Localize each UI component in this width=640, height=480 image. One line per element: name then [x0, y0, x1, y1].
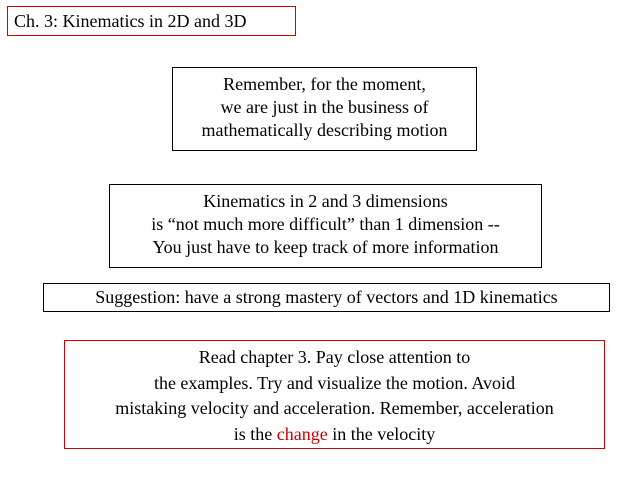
suggestion-box — [43, 283, 610, 312]
remember-line-1: Remember, for the moment, — [223, 74, 426, 94]
read-line-1: Read chapter 3. Pay close attention to — [198, 347, 471, 367]
slide-title: Ch. 3: Kinematics in 2D and 3D — [14, 11, 247, 31]
suggestion-text: Suggestion: have a strong mastery of vectors and 1D kinematics — [95, 287, 558, 307]
read-line-2: the examples. Try and visualize the motion. Avoid — [153, 372, 516, 393]
reading-assignment-box — [64, 340, 605, 449]
kinematics-line-2: is “not much more difficult” than 1 dimension -- — [151, 214, 500, 234]
read-line-3: mistaking velocity and acceleration. Remember, acceleration — [115, 398, 554, 418]
remember-line-3: mathematically describing motion — [201, 120, 448, 140]
kinematics-line-3: You just have to keep track of more information — [152, 237, 499, 257]
read-line-4-prefix: is the — [233, 423, 277, 444]
kinematics-note-box — [109, 184, 542, 268]
remember-line-2: we are just in the business of — [220, 97, 429, 117]
slide-title-box — [7, 6, 296, 36]
highlight-change: change — [276, 423, 328, 444]
read-line-4 — [65, 422, 604, 448]
remember-note-box — [172, 67, 477, 151]
read-line-4-suffix: in the velocity — [327, 423, 436, 444]
kinematics-line-1: Kinematics in 2 and 3 dimensions — [203, 191, 448, 211]
